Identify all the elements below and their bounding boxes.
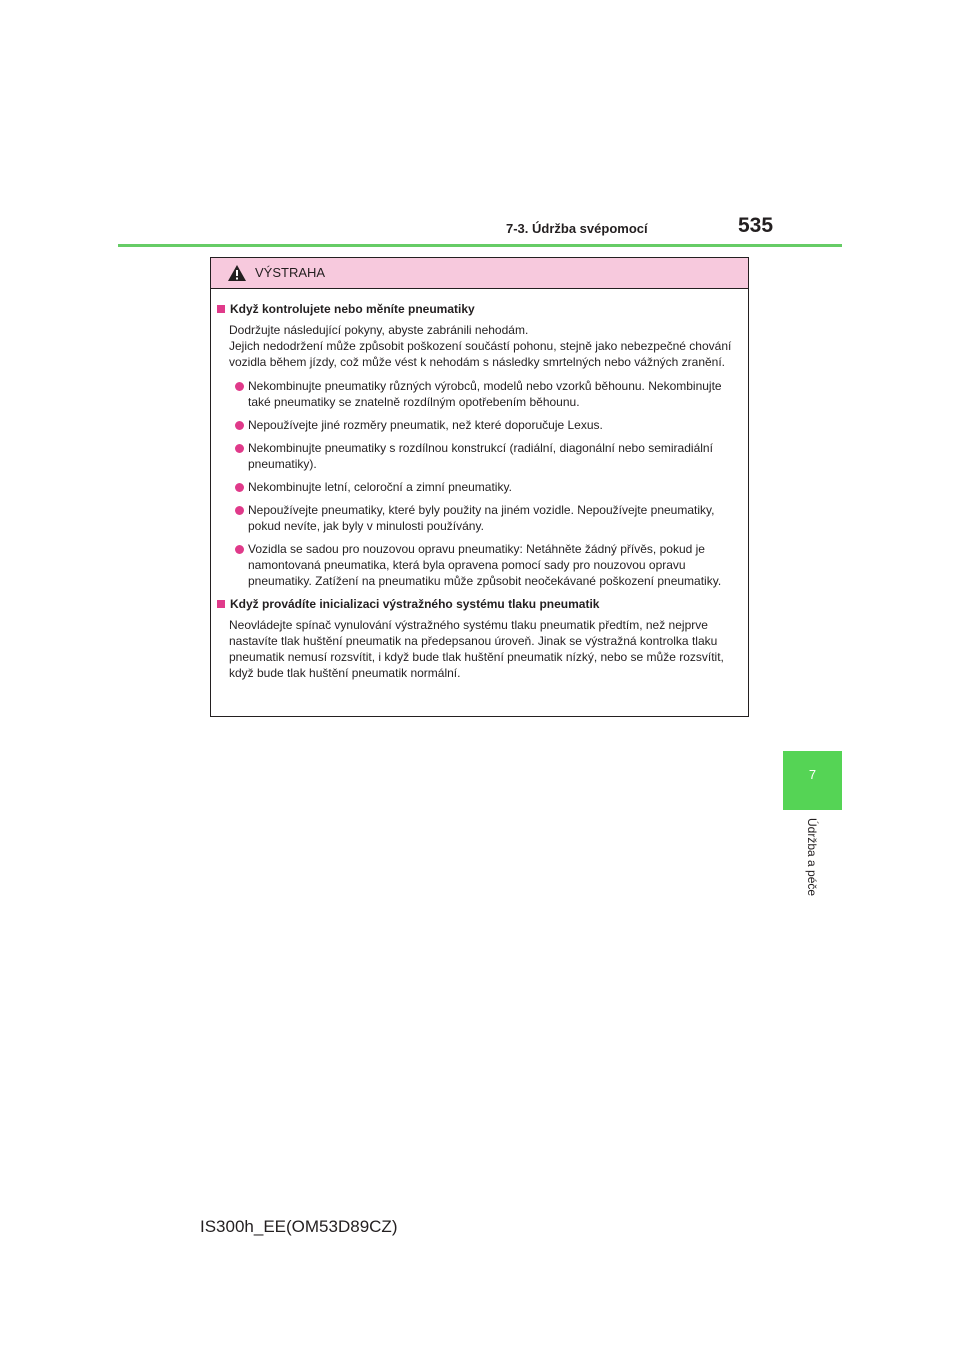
header-rule xyxy=(118,244,842,247)
chapter-label: Údržba a péče xyxy=(805,818,819,897)
chapter-number: 7 xyxy=(808,767,817,782)
warning-triangle-icon xyxy=(227,264,247,282)
page-number: 535 xyxy=(738,214,774,237)
manual-code: IS300h_EE(OM53D89CZ) xyxy=(200,1217,398,1236)
section-heading: Když provádíte inicializaci výstražného systému tlaku pneumatik xyxy=(217,596,741,612)
bullet-icon xyxy=(235,421,244,430)
list-item: Nekombinujte pneumatiky s rozdílnou konstrukcí (radiální, diagonální nebo semiradiální pneumatiky). xyxy=(235,440,741,472)
bullet-icon xyxy=(235,506,244,515)
list-item: Nepoužívejte jiné rozměry pneumatik, než které doporučuje Lexus. xyxy=(235,417,741,433)
bullet-icon xyxy=(235,545,244,554)
warning-box xyxy=(210,257,749,717)
square-bullet-icon xyxy=(217,600,225,608)
bullet-icon xyxy=(235,444,244,453)
square-bullet-icon xyxy=(217,305,225,313)
list-item: Nekombinujte letní, celoroční a zimní pneumatiky. xyxy=(235,479,741,495)
list-item: Nekombinujte pneumatiky různých výrobců, modelů nebo vzorků běhounu. Nekombinujte také pneumatiky se znatelně rozdílným opotřebením běhounu. xyxy=(235,378,741,410)
paragraph: Dodržujte následující pokyny, abyste zabránili nehodám. Jejich nedodržení může způsobit poškození součástí pohonu, stejně jako nebezpečné chování vozidla během jízdy, což může vést k nehodám s následky smrtelných nebo vážných zranění. xyxy=(229,323,732,369)
section-title: 7-3. Údržba svépomocí xyxy=(506,221,648,236)
paragraph: Neovládejte spínač vynulování výstražného systému tlaku pneumatik předtím, než nejprve nastavíte tlak huštění pneumatik na předepsanou úroveň. Jinak se výstražná kontrolka tlaku pneumatik nemusí rozsvítit, i když bude tlak huštění pneumatik nízký, nebo se může rozsvítit, když bude tlak huštění pneumatik normální. xyxy=(229,618,724,680)
list-item: Vozidla se sadou pro nouzovou opravu pneumatiky: Netáhněte žádný přívěs, pokud je namontovaná pneumatika, která byla opravena pomocí sady pro nouzovou opravu pneumatiky. Zatížení na pneumatiku může způsobit neočekávané poškození pneumatiky. xyxy=(235,541,741,589)
section-heading: Když kontrolujete nebo měníte pneumatiky xyxy=(217,301,741,317)
bullet-icon xyxy=(235,382,244,391)
bullet-icon xyxy=(235,483,244,492)
warning-header xyxy=(211,258,748,289)
chapter-tab xyxy=(783,751,842,810)
list-item: Nepoužívejte pneumatiky, které byly použity na jiném vozidle. Nepoužívejte pneumatiky, pokud nevíte, jak byly v minulosti používány. xyxy=(235,502,741,534)
warning-body xyxy=(211,289,748,681)
warning-title: VÝSTRAHA xyxy=(255,265,326,280)
